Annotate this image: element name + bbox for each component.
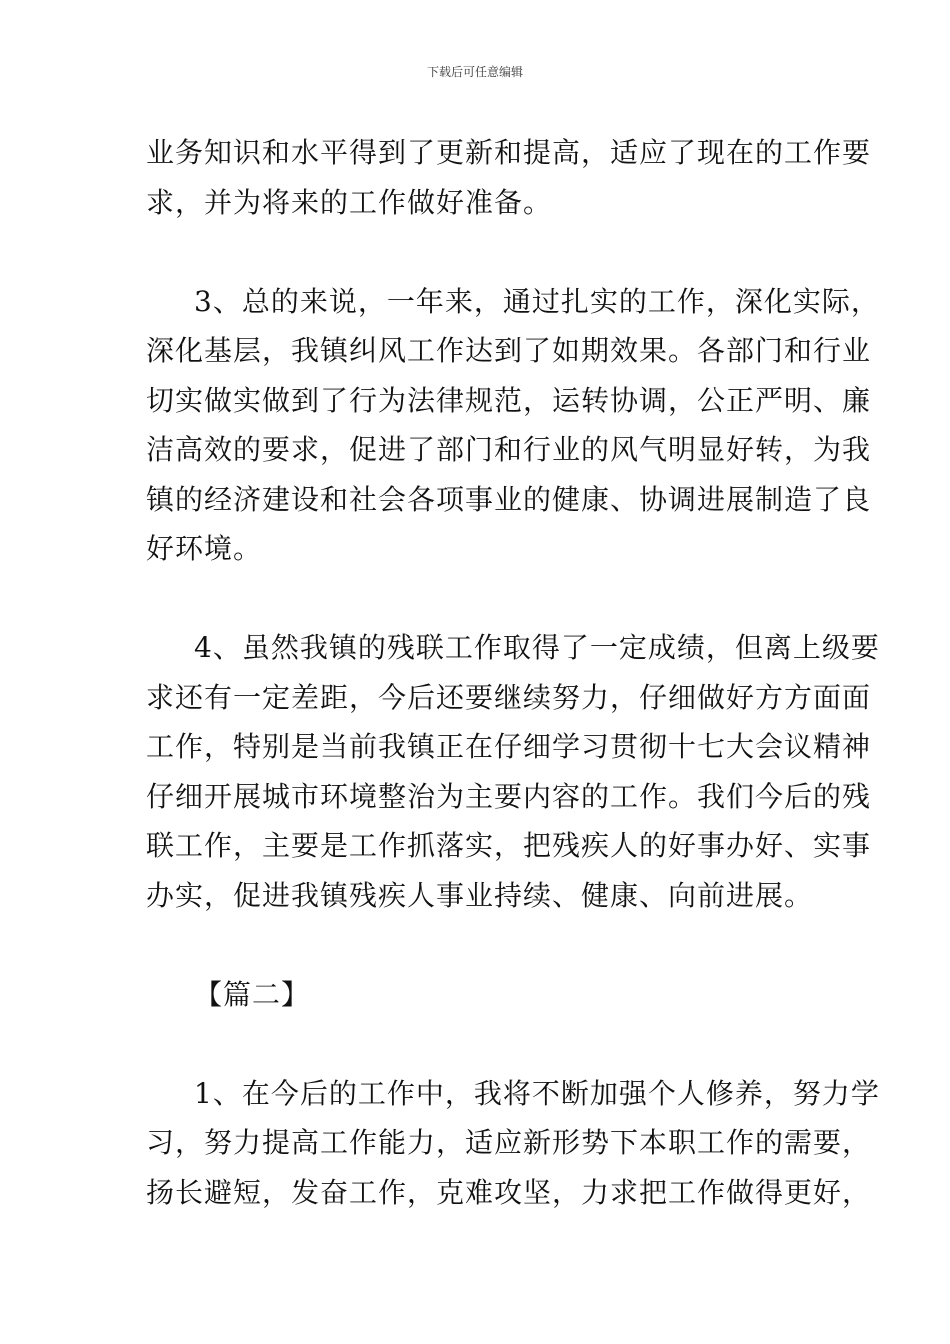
text-line: 求，并为将来的工作做好准备。	[146, 185, 553, 219]
text-line: 工作，特别是当前我镇正在仔细学习贯彻十七大会议精神	[146, 730, 872, 763]
section-heading: 【篇二】	[194, 977, 311, 1011]
paragraph-gap	[146, 574, 811, 624]
text-line: 扬长避短，发奋工作，克难攻坚，力求把工作做得更好，	[146, 1175, 872, 1209]
text-line: 镇的经济建设和社会各项事业的健康、协调进展制造了良	[146, 482, 872, 516]
text-line: 习，努力提高工作能力，适应新形势下本职工作的需要，	[146, 1126, 872, 1159]
text-line: 4、虽然我镇的残联工作取得了一定成绩，但离上级要	[194, 631, 880, 664]
paragraph-1	[146, 128, 872, 227]
text-line: 洁高效的要求，促进了部门和行业的风气明显好转，为我	[146, 433, 872, 466]
paragraph-3	[146, 623, 880, 920]
text-line: 联工作，主要是工作抓落实，把残疾人的好事办好、实事	[146, 829, 872, 862]
text-line: 办实，促进我镇残疾人事业持续、健康、向前进展。	[146, 878, 814, 912]
paragraph-gap	[146, 1019, 811, 1069]
text-line: 深化基层，我镇纠风工作达到了如期效果。各部门和行业	[146, 334, 872, 367]
document-body	[146, 128, 880, 1217]
paragraph-gap	[146, 920, 811, 970]
text-line: 切实做实做到了行为法律规范，运转协调，公正严明、廉	[146, 383, 872, 417]
text-line: 3、总的来说，一年来，通过扎实的工作，深化实际，	[194, 284, 880, 318]
text-line: 求还有一定差距，今后还要继续努力，仔细做好方方面面	[146, 680, 872, 714]
text-line: 1、在今后的工作中，我将不断加强个人修养，努力学	[194, 1076, 880, 1110]
text-line: 业务知识和水平得到了更新和提高，适应了现在的工作要	[146, 136, 872, 169]
text-line: 仔细开展城市环境整治为主要内容的工作。我们今后的残	[146, 779, 872, 813]
paragraph-gap	[146, 227, 811, 277]
paragraph-4	[146, 1069, 880, 1218]
section-heading-block	[146, 970, 811, 1020]
page-header-note: 下载后可任意编辑	[426, 65, 523, 79]
paragraph-2	[146, 277, 880, 574]
text-line: 好环境。	[146, 532, 263, 565]
